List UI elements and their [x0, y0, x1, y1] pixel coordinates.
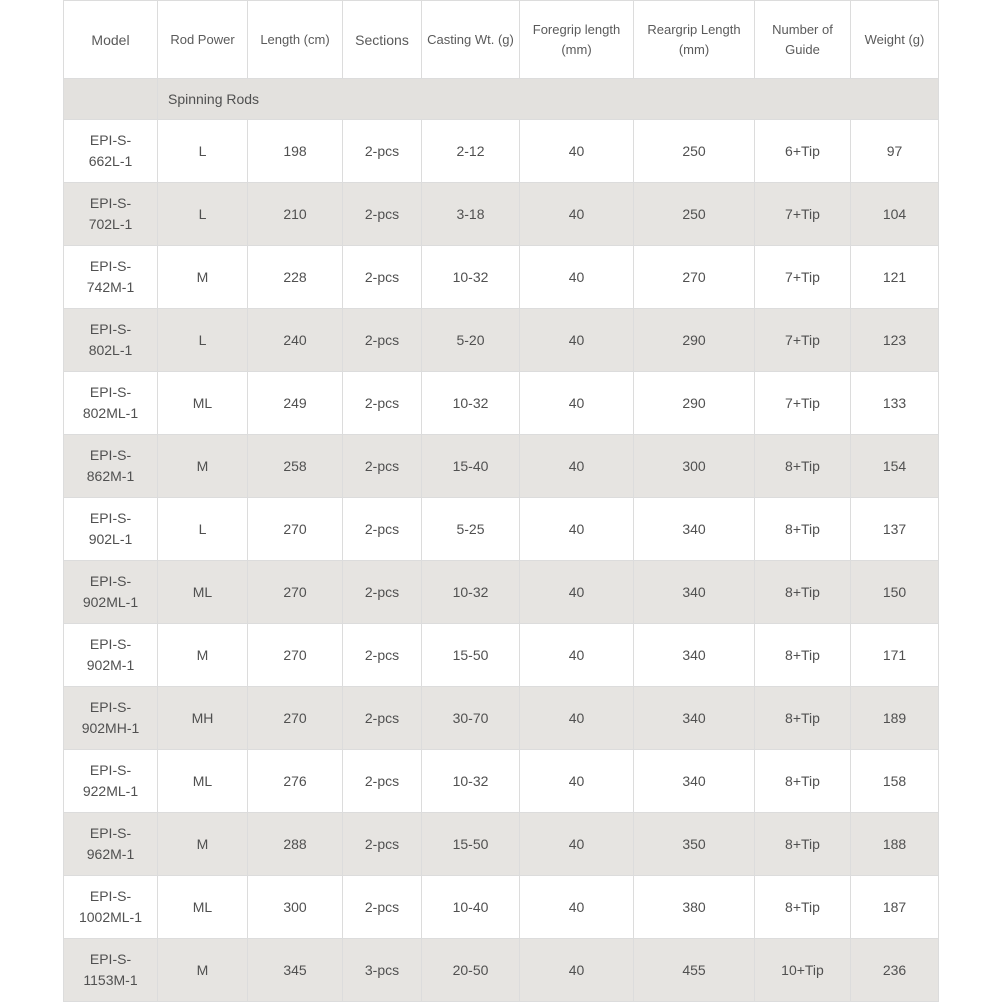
model-label: EPI-S- 902MH-1 — [81, 699, 140, 736]
cell-foregrip-length: 40 — [520, 561, 634, 624]
model-label: EPI-S- 902ML-1 — [82, 573, 139, 610]
cell-length: 270 — [248, 498, 343, 561]
cell-sections: 2-pcs — [343, 246, 422, 309]
cell-reargrip-length: 250 — [634, 120, 755, 183]
cell-casting-wt: 3-18 — [422, 183, 520, 246]
cell-sections: 2-pcs — [343, 624, 422, 687]
cell-casting-wt: 30-70 — [422, 687, 520, 750]
cell-number-of-guide: 6+Tip — [755, 120, 851, 183]
cell-length: 270 — [248, 561, 343, 624]
table-row — [64, 309, 939, 372]
model-label: EPI-S- 922ML-1 — [82, 762, 139, 799]
cell-foregrip-length: 40 — [520, 183, 634, 246]
cell-casting-wt: 10-32 — [422, 372, 520, 435]
model-label: EPI-S- 662L-1 — [88, 132, 133, 169]
model-label: EPI-S- 742M-1 — [86, 258, 135, 295]
cell-sections: 2-pcs — [343, 876, 422, 939]
cell-length: 249 — [248, 372, 343, 435]
cell-sections: 2-pcs — [343, 813, 422, 876]
header-rod-power: Rod Power — [158, 1, 248, 79]
cell-rod-power: M — [158, 813, 248, 876]
cell-weight: 123 — [851, 309, 939, 372]
model-label: EPI-S- 902M-1 — [86, 636, 135, 673]
table-row — [64, 372, 939, 435]
cell-weight: 236 — [851, 939, 939, 1002]
cell-model — [64, 372, 158, 435]
cell-reargrip-length: 340 — [634, 561, 755, 624]
cell-weight: 104 — [851, 183, 939, 246]
header-sections: Sections — [343, 1, 422, 79]
cell-foregrip-length: 40 — [520, 372, 634, 435]
cell-length: 288 — [248, 813, 343, 876]
cell-reargrip-length: 340 — [634, 624, 755, 687]
cell-casting-wt: 20-50 — [422, 939, 520, 1002]
cell-sections: 2-pcs — [343, 561, 422, 624]
cell-length: 228 — [248, 246, 343, 309]
table-row — [64, 246, 939, 309]
cell-casting-wt: 15-50 — [422, 813, 520, 876]
cell-weight: 189 — [851, 687, 939, 750]
table-row — [64, 183, 939, 246]
cell-foregrip-length: 40 — [520, 246, 634, 309]
cell-number-of-guide: 10+Tip — [755, 939, 851, 1002]
table-row — [64, 750, 939, 813]
cell-model — [64, 183, 158, 246]
group-label: Spinning Rods — [158, 79, 939, 120]
model-label: EPI-S- 862M-1 — [86, 447, 135, 484]
cell-rod-power: M — [158, 435, 248, 498]
cell-model — [64, 750, 158, 813]
cell-number-of-guide: 7+Tip — [755, 309, 851, 372]
cell-foregrip-length: 40 — [520, 624, 634, 687]
cell-length: 345 — [248, 939, 343, 1002]
cell-sections: 2-pcs — [343, 750, 422, 813]
table-row — [64, 876, 939, 939]
cell-reargrip-length: 380 — [634, 876, 755, 939]
header-reargrip-length: Reargrip Length (mm) — [634, 1, 755, 79]
cell-rod-power: M — [158, 246, 248, 309]
cell-casting-wt: 5-25 — [422, 498, 520, 561]
cell-weight: 133 — [851, 372, 939, 435]
cell-sections: 2-pcs — [343, 435, 422, 498]
cell-reargrip-length: 290 — [634, 309, 755, 372]
cell-reargrip-length: 340 — [634, 687, 755, 750]
table-row — [64, 939, 939, 1002]
cell-sections: 2-pcs — [343, 309, 422, 372]
table-row — [64, 561, 939, 624]
model-label: EPI-S- 802L-1 — [88, 321, 133, 358]
cell-reargrip-length: 340 — [634, 498, 755, 561]
cell-sections: 2-pcs — [343, 687, 422, 750]
cell-sections: 3-pcs — [343, 939, 422, 1002]
cell-foregrip-length: 40 — [520, 876, 634, 939]
cell-reargrip-length: 340 — [634, 750, 755, 813]
cell-casting-wt: 10-32 — [422, 750, 520, 813]
header-number-of-guide: Number of Guide — [755, 1, 851, 79]
header-model: Model — [64, 1, 158, 79]
cell-length: 300 — [248, 876, 343, 939]
model-label: EPI-S- 1153M-1 — [83, 951, 138, 988]
model-label: EPI-S- 1002ML-1 — [78, 888, 143, 925]
cell-foregrip-length: 40 — [520, 813, 634, 876]
cell-length: 240 — [248, 309, 343, 372]
group-row-blank-cell — [64, 79, 158, 120]
cell-foregrip-length: 40 — [520, 750, 634, 813]
cell-foregrip-length: 40 — [520, 120, 634, 183]
cell-weight: 121 — [851, 246, 939, 309]
cell-model — [64, 561, 158, 624]
table-row — [64, 687, 939, 750]
cell-reargrip-length: 270 — [634, 246, 755, 309]
table-row — [64, 498, 939, 561]
cell-weight: 158 — [851, 750, 939, 813]
cell-reargrip-length: 300 — [634, 435, 755, 498]
cell-rod-power: M — [158, 939, 248, 1002]
cell-rod-power: ML — [158, 750, 248, 813]
cell-length: 276 — [248, 750, 343, 813]
group-row — [64, 79, 939, 120]
spinning-rod-spec-table — [63, 0, 939, 1002]
header-length: Length (cm) — [248, 1, 343, 79]
cell-rod-power: ML — [158, 561, 248, 624]
cell-number-of-guide: 8+Tip — [755, 624, 851, 687]
table-row — [64, 813, 939, 876]
cell-foregrip-length: 40 — [520, 435, 634, 498]
cell-casting-wt: 2-12 — [422, 120, 520, 183]
cell-model — [64, 435, 158, 498]
cell-casting-wt: 15-40 — [422, 435, 520, 498]
cell-reargrip-length: 290 — [634, 372, 755, 435]
cell-number-of-guide: 8+Tip — [755, 435, 851, 498]
cell-casting-wt: 10-32 — [422, 561, 520, 624]
cell-foregrip-length: 40 — [520, 498, 634, 561]
cell-number-of-guide: 8+Tip — [755, 876, 851, 939]
cell-foregrip-length: 40 — [520, 939, 634, 1002]
cell-weight: 188 — [851, 813, 939, 876]
header-row — [64, 1, 939, 79]
cell-sections: 2-pcs — [343, 372, 422, 435]
header-weight: Weight (g) — [851, 1, 939, 79]
cell-length: 258 — [248, 435, 343, 498]
cell-reargrip-length: 455 — [634, 939, 755, 1002]
cell-sections: 2-pcs — [343, 498, 422, 561]
table-row — [64, 120, 939, 183]
cell-weight: 150 — [851, 561, 939, 624]
header-foregrip-length: Foregrip length (mm) — [520, 1, 634, 79]
model-label: EPI-S- 802ML-1 — [82, 384, 139, 421]
cell-casting-wt: 10-32 — [422, 246, 520, 309]
cell-weight: 154 — [851, 435, 939, 498]
cell-length: 270 — [248, 687, 343, 750]
cell-rod-power: L — [158, 183, 248, 246]
cell-rod-power: L — [158, 120, 248, 183]
cell-rod-power: MH — [158, 687, 248, 750]
cell-rod-power: L — [158, 309, 248, 372]
cell-number-of-guide: 8+Tip — [755, 561, 851, 624]
cell-number-of-guide: 8+Tip — [755, 750, 851, 813]
cell-casting-wt: 10-40 — [422, 876, 520, 939]
table-row — [64, 624, 939, 687]
cell-model — [64, 498, 158, 561]
model-label: EPI-S- 962M-1 — [86, 825, 135, 862]
cell-model — [64, 309, 158, 372]
cell-sections: 2-pcs — [343, 120, 422, 183]
cell-weight: 171 — [851, 624, 939, 687]
spec-table-container — [63, 0, 938, 1002]
cell-length: 198 — [248, 120, 343, 183]
cell-foregrip-length: 40 — [520, 309, 634, 372]
cell-sections: 2-pcs — [343, 183, 422, 246]
cell-model — [64, 813, 158, 876]
cell-length: 270 — [248, 624, 343, 687]
cell-weight: 97 — [851, 120, 939, 183]
cell-reargrip-length: 250 — [634, 183, 755, 246]
header-casting-wt: Casting Wt. (g) — [422, 1, 520, 79]
cell-weight: 137 — [851, 498, 939, 561]
cell-model — [64, 876, 158, 939]
cell-rod-power: M — [158, 624, 248, 687]
cell-foregrip-length: 40 — [520, 687, 634, 750]
cell-rod-power: ML — [158, 372, 248, 435]
cell-weight: 187 — [851, 876, 939, 939]
cell-rod-power: ML — [158, 876, 248, 939]
cell-number-of-guide: 7+Tip — [755, 372, 851, 435]
cell-length: 210 — [248, 183, 343, 246]
cell-rod-power: L — [158, 498, 248, 561]
cell-number-of-guide: 7+Tip — [755, 246, 851, 309]
cell-casting-wt: 5-20 — [422, 309, 520, 372]
cell-number-of-guide: 7+Tip — [755, 183, 851, 246]
cell-number-of-guide: 8+Tip — [755, 813, 851, 876]
cell-model — [64, 246, 158, 309]
model-label: EPI-S- 902L-1 — [88, 510, 133, 547]
cell-model — [64, 120, 158, 183]
cell-number-of-guide: 8+Tip — [755, 498, 851, 561]
cell-model — [64, 624, 158, 687]
cell-model — [64, 687, 158, 750]
cell-model — [64, 939, 158, 1002]
table-row — [64, 435, 939, 498]
model-label: EPI-S- 702L-1 — [88, 195, 133, 232]
cell-reargrip-length: 350 — [634, 813, 755, 876]
cell-casting-wt: 15-50 — [422, 624, 520, 687]
cell-number-of-guide: 8+Tip — [755, 687, 851, 750]
